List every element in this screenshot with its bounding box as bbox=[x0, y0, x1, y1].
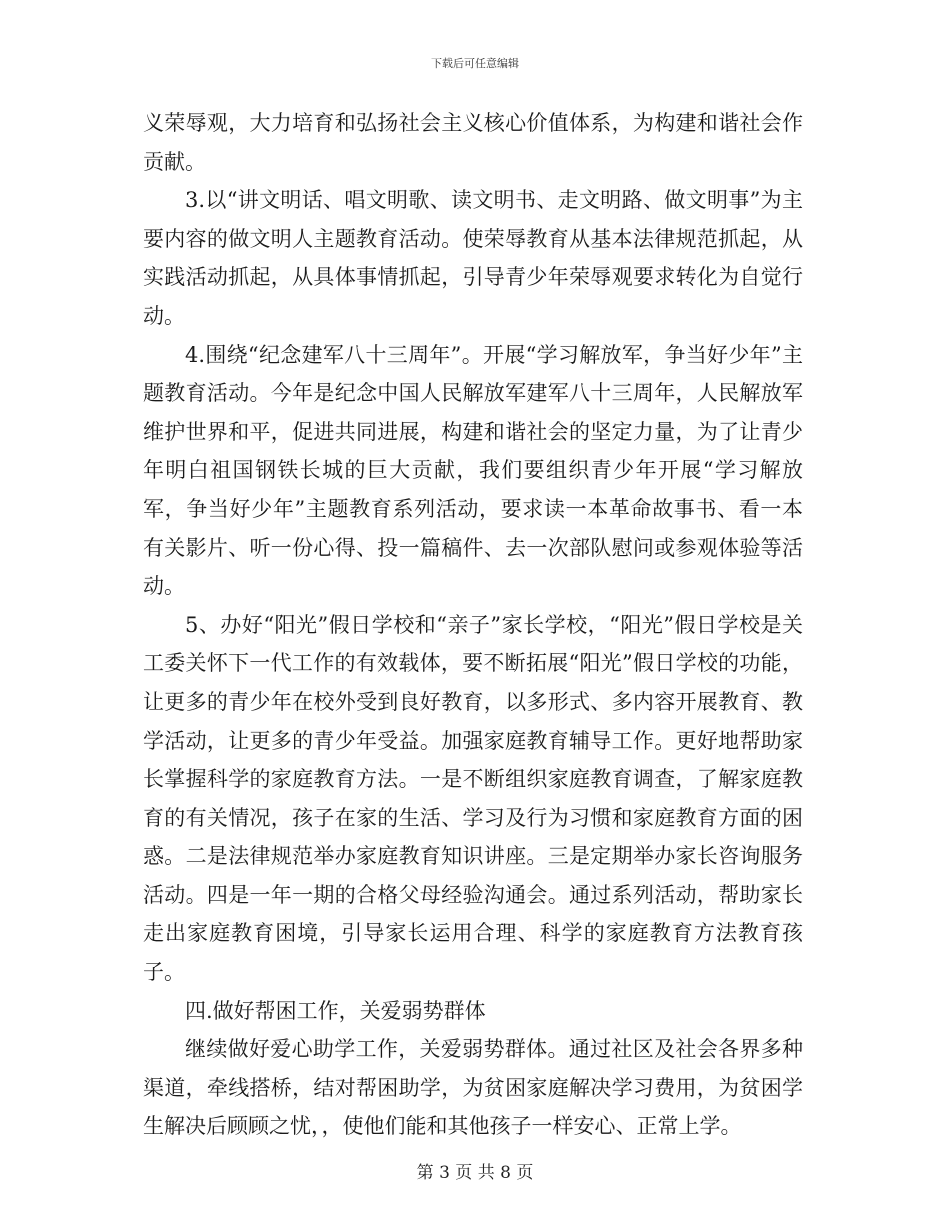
paragraph-section-4-body: 继续做好爱心助学工作，关爱弱势群体。通过社区及社会各界多种渠道，牵线搭桥，结对帮困助学，为贫困家庭解决学习费用，为贫困学生解决后顾顾之忧，，使他们能和其他孩子一样安心、正常上学。 bbox=[143, 1037, 803, 1139]
paragraph-item-5: 5、办好“阳光”假日学校和“亲子”家长学校，“阳光”假日学校是关工委关怀下一代工作的有效载体，要不断拓展“阳光”假日学校的功能，让更多的青少年在校外受到良好教育，以多形式、多内容开展教育、教学活动，让更多的青少年受益。加强家庭教育辅导工作。更好地帮助家长掌握科学的家庭教育方法。一是不断组织家庭教育调查，了解家庭教育的有关情况，孩子在家的生活、学习及行为习惯和家庭教育方面的困惑。二是法律规范举办家庭教育知识讲座。三是定期举办家长咨询服务活动。四是一年一期的合格父母经验沟通会。通过系列活动，帮助家长走出家庭教育困境，引导家长运用合理、科学的家庭教育方法教育孩子。 bbox=[143, 612, 803, 985]
paragraph-item-3: 3.以“讲文明话、唱文明歌、读文明书、走文明路、做文明事”为主要内容的做文明人主题教育活动。使荣辱教育从基本法律规范抓起，从实践活动抓起，从具体事情抓起，引导青少年荣辱观要求转化为自觉行动。 bbox=[143, 188, 803, 328]
paragraph-item-4: 4.围绕“纪念建军八十三周年”。开展“学习解放军，争当好少年”主题教育活动。今年是纪念中国人民解放军建军八十三周年，人民解放军维护世界和平，促进共同进展，构建和谐社会的坚定力量，为了让青少年明白祖国钢铁长城的巨大贡献，我们要组织青少年开展“学习解放军，争当好少年”主题教育系列活动，要求读一本革命故事书、看一本有关影片、听一份心得、投一篇稿件、去一次部队慰问或参观体验等活动。 bbox=[143, 342, 803, 599]
document-body bbox=[143, 104, 803, 1146]
paragraph-continuation: 义荣辱观，大力培育和弘扬社会主义核心价值体系，为构建和谐社会作贡献。 bbox=[143, 111, 803, 174]
page-footer: 第 3 页 共 8 页 bbox=[416, 1163, 534, 1183]
page-header: 下载后可任意编辑 bbox=[431, 57, 519, 70]
section-heading-4: 四.做好帮困工作，关爱弱势群体 bbox=[185, 998, 486, 1023]
